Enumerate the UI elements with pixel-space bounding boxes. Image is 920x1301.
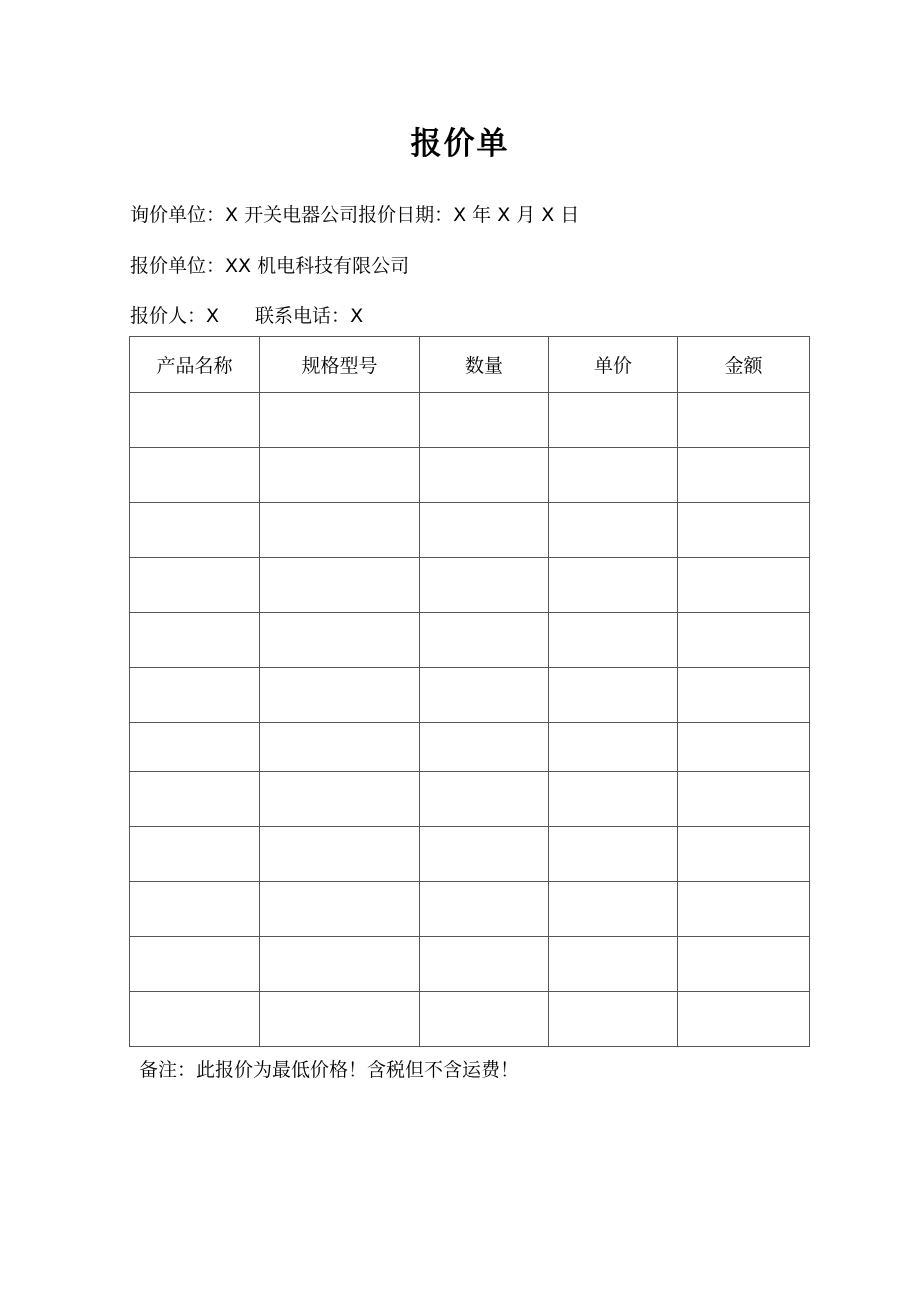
table-cell[interactable]: [420, 613, 549, 668]
table-cell[interactable]: [420, 772, 549, 827]
table-cell[interactable]: [678, 882, 810, 937]
table-cell[interactable]: [130, 668, 260, 723]
table-cell[interactable]: [678, 558, 810, 613]
phone-value: X: [350, 305, 364, 327]
header-spec-model: 规格型号: [260, 337, 420, 393]
table-row: [130, 937, 810, 992]
table-cell[interactable]: [549, 448, 678, 503]
table-row: [130, 882, 810, 937]
table-cell[interactable]: [420, 668, 549, 723]
table-cell[interactable]: [678, 668, 810, 723]
table-cell[interactable]: [130, 503, 260, 558]
table-cell[interactable]: [549, 668, 678, 723]
table-cell[interactable]: [678, 723, 810, 772]
table-cell[interactable]: [549, 992, 678, 1047]
contact-line: [130, 301, 363, 328]
table-cell[interactable]: [549, 937, 678, 992]
table-cell[interactable]: [260, 937, 420, 992]
table-cell[interactable]: [130, 393, 260, 448]
table-cell[interactable]: [549, 558, 678, 613]
inquiry-company: X 开关电器公司: [225, 204, 359, 226]
table-cell[interactable]: [420, 558, 549, 613]
table-cell[interactable]: [260, 723, 420, 772]
table-cell[interactable]: [420, 937, 549, 992]
table-cell[interactable]: [260, 992, 420, 1047]
inquiry-label: 询价单位：: [130, 204, 226, 226]
table-cell[interactable]: [678, 503, 810, 558]
table-cell[interactable]: [678, 992, 810, 1047]
table-cell[interactable]: [549, 827, 678, 882]
table-cell[interactable]: [678, 448, 810, 503]
table-cell[interactable]: [130, 448, 260, 503]
table-body: [130, 393, 810, 1047]
table-cell[interactable]: [260, 558, 420, 613]
quote-table: [129, 336, 810, 1047]
table-cell[interactable]: [678, 827, 810, 882]
quoter-company: XX 机电科技有限公司: [225, 255, 410, 277]
table-row: [130, 448, 810, 503]
table-row: [130, 613, 810, 668]
quote-date: X 年 X 月 X 日: [453, 204, 580, 226]
table-cell[interactable]: [260, 772, 420, 827]
table-cell[interactable]: [420, 448, 549, 503]
quote-date-label: 报价日期：: [358, 204, 454, 226]
table-cell[interactable]: [130, 558, 260, 613]
table-cell[interactable]: [260, 827, 420, 882]
table-cell[interactable]: [549, 882, 678, 937]
table-row: [130, 503, 810, 558]
table-cell[interactable]: [678, 772, 810, 827]
table-cell[interactable]: [130, 992, 260, 1047]
table-cell[interactable]: [678, 937, 810, 992]
table-cell[interactable]: [420, 827, 549, 882]
table-cell[interactable]: [130, 723, 260, 772]
table-cell[interactable]: [420, 992, 549, 1047]
table-cell[interactable]: [420, 503, 549, 558]
quote-person: X: [206, 305, 220, 327]
table-cell[interactable]: [260, 668, 420, 723]
table-cell[interactable]: [130, 882, 260, 937]
table-cell[interactable]: [260, 613, 420, 668]
table-cell[interactable]: [549, 772, 678, 827]
header-unit-price: 单价: [549, 337, 678, 393]
footnote: 备注：此报价为最低价格！含税但不含运费！: [139, 1059, 520, 1081]
table-row: [130, 992, 810, 1047]
quoter-line: [130, 251, 409, 278]
table-cell[interactable]: [549, 723, 678, 772]
quoter-label: 报价单位：: [130, 255, 226, 277]
table-row: [130, 558, 810, 613]
table-row: [130, 393, 810, 448]
table-cell[interactable]: [678, 393, 810, 448]
table-cell[interactable]: [130, 772, 260, 827]
table-cell[interactable]: [260, 448, 420, 503]
table-cell[interactable]: [549, 613, 678, 668]
header-amount: 金额: [678, 337, 810, 393]
table-row: [130, 827, 810, 882]
table-cell[interactable]: [549, 503, 678, 558]
table-cell[interactable]: [420, 393, 549, 448]
table-cell[interactable]: [420, 723, 549, 772]
phone-label: 联系电话：: [255, 305, 351, 327]
table-cell[interactable]: [260, 882, 420, 937]
table-cell[interactable]: [130, 937, 260, 992]
table-cell[interactable]: [549, 393, 678, 448]
table-cell[interactable]: [678, 613, 810, 668]
quote-person-label: 报价人：: [130, 305, 207, 327]
table-cell[interactable]: [130, 827, 260, 882]
table-row: [130, 668, 810, 723]
inquiry-line: [130, 200, 579, 227]
header-product-name: 产品名称: [130, 337, 260, 393]
table-row: [130, 723, 810, 772]
table-row: [130, 772, 810, 827]
table-cell[interactable]: [260, 393, 420, 448]
header-quantity: 数量: [420, 337, 549, 393]
table-cell[interactable]: [420, 882, 549, 937]
table-cell[interactable]: [130, 613, 260, 668]
table-cell[interactable]: [260, 503, 420, 558]
page-title: 报价单: [410, 126, 510, 162]
table-header-row: [130, 337, 810, 393]
